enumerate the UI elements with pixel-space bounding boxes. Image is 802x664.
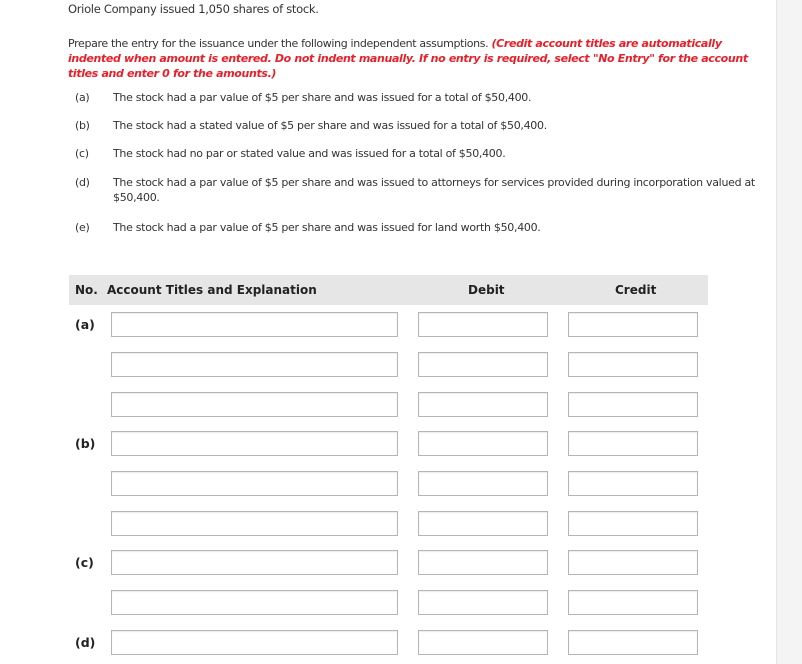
credit-input[interactable]	[568, 511, 698, 536]
debit-input[interactable]	[418, 550, 548, 575]
account-title-input[interactable]	[111, 550, 398, 575]
credit-input[interactable]	[568, 630, 698, 655]
assumption-text: The stock had a par value of $5 per share and was issued to attorneys for services provided during incorporation valued at $50,400.	[113, 176, 755, 204]
debit-input[interactable]	[418, 392, 548, 417]
debit-input[interactable]	[418, 630, 548, 655]
instructions-note: (Credit account titles are automatically indented when amount is entered. Do not indent manually. If no entry is required, select "No Entry" for the account titles and enter 0 for the amounts.)	[68, 37, 748, 80]
debit-input[interactable]	[418, 431, 548, 456]
debit-input[interactable]	[418, 511, 548, 536]
header-debit: Debit	[468, 283, 505, 297]
account-title-input[interactable]	[111, 431, 398, 456]
assumption-letter: (c)	[75, 147, 89, 160]
account-title-input[interactable]	[111, 630, 398, 655]
header-account-titles: Account Titles and Explanation	[107, 283, 317, 297]
credit-input[interactable]	[568, 352, 698, 377]
account-title-input[interactable]	[111, 511, 398, 536]
assumption-letter: (e)	[75, 221, 90, 234]
credit-input[interactable]	[568, 590, 698, 615]
assumption-letter: (a)	[75, 91, 90, 104]
credit-input[interactable]	[568, 550, 698, 575]
assumption-text: The stock had a par value of $5 per share and was issued for a total of $50,400.	[113, 91, 532, 104]
assumption-letter: (b)	[75, 119, 90, 132]
assumption-text: The stock had a stated value of $5 per share and was issued for a total of $50,400.	[113, 119, 547, 132]
header-no: No.	[75, 283, 98, 297]
debit-input[interactable]	[418, 352, 548, 377]
debit-input[interactable]	[418, 312, 548, 337]
credit-input[interactable]	[568, 312, 698, 337]
entry-label-a: (a)	[75, 317, 95, 332]
account-title-input[interactable]	[111, 471, 398, 496]
entry-label-b: (b)	[75, 436, 96, 451]
journal-table-header	[69, 275, 708, 305]
debit-input[interactable]	[418, 590, 548, 615]
problem-instructions	[68, 36, 768, 81]
credit-input[interactable]	[568, 471, 698, 496]
problem-intro: Oriole Company issued 1,050 shares of stock.	[68, 2, 319, 16]
account-title-input[interactable]	[111, 392, 398, 417]
debit-input[interactable]	[418, 471, 548, 496]
header-credit: Credit	[615, 283, 657, 297]
page-gutter	[777, 0, 802, 664]
account-title-input[interactable]	[111, 590, 398, 615]
account-title-input[interactable]	[111, 352, 398, 377]
assumption-text: The stock had no par or stated value and was issued for a total of $50,400.	[113, 147, 506, 160]
entry-label-c: (c)	[75, 555, 94, 570]
entry-label-d: (d)	[75, 635, 96, 650]
instructions-text: Prepare the entry for the issuance under the following independent assumptions.	[68, 37, 492, 50]
assumption-letter: (d)	[75, 176, 90, 189]
assumption-text: The stock had a par value of $5 per share and was issued for land worth $50,400.	[113, 221, 541, 234]
account-title-input[interactable]	[111, 312, 398, 337]
credit-input[interactable]	[568, 392, 698, 417]
credit-input[interactable]	[568, 431, 698, 456]
